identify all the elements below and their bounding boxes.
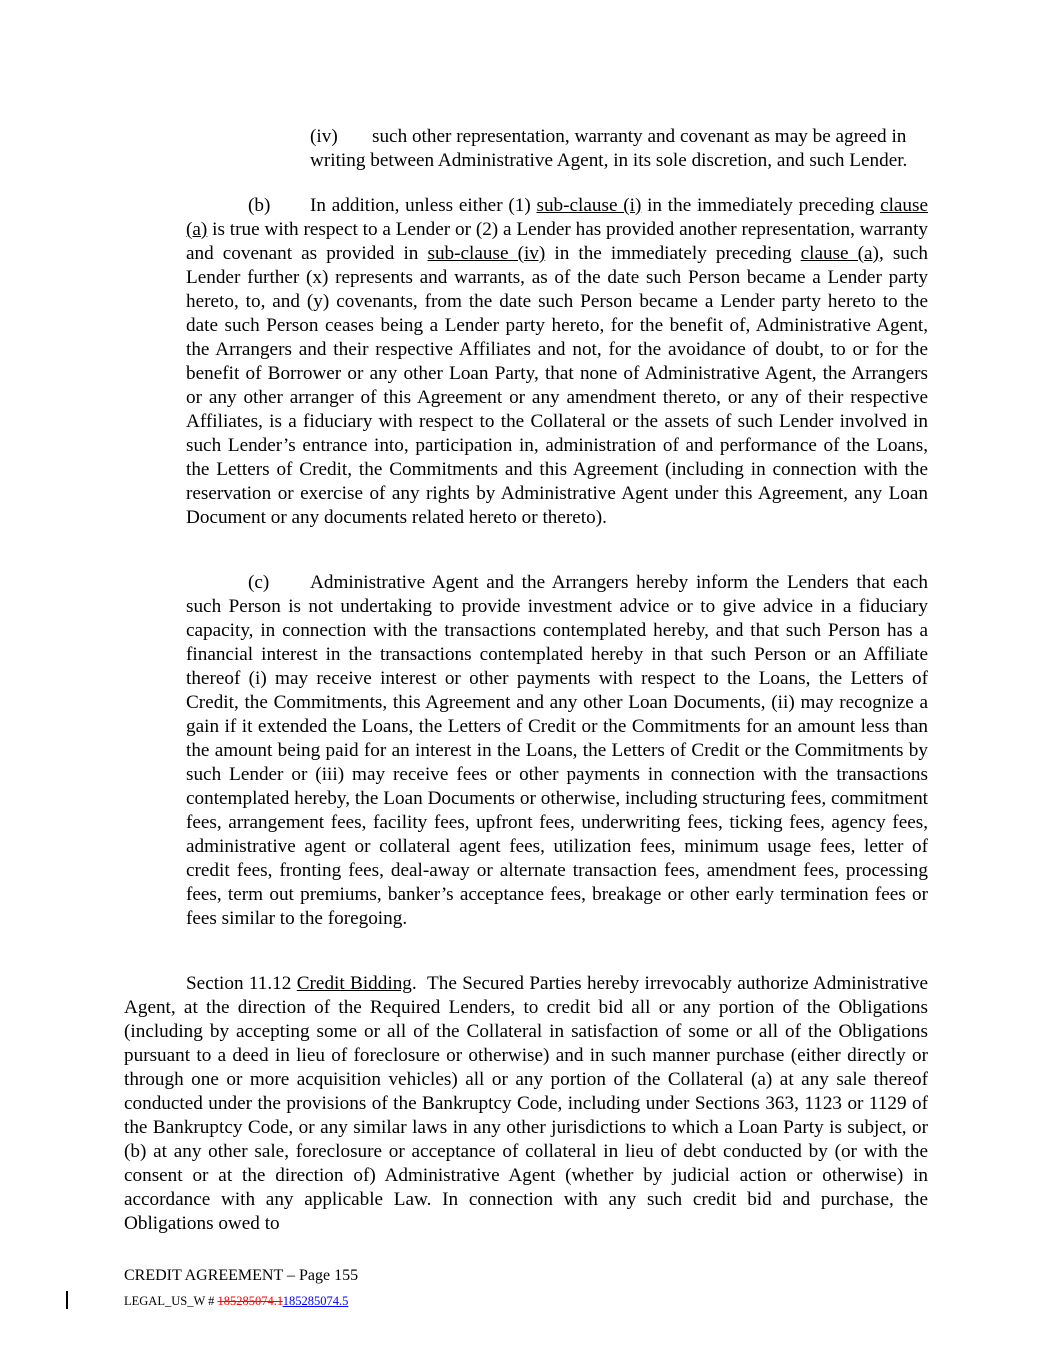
- clause-b-text-1: In addition, unless either (1): [310, 195, 537, 216]
- footer-doc-inserted-number: 185285074.5: [282, 1294, 349, 1308]
- section-heading: Credit Bidding: [296, 973, 412, 994]
- footer-document-id: [124, 1293, 348, 1309]
- clause-b-text-3: is true with respect to a Lender or (2) a Lender has provided another representation, warranty and covenant as provided in: [186, 219, 928, 264]
- footer-doc-prefix: LEGAL_US_W #: [124, 1294, 218, 1308]
- clause-iv-text: such other representation, warranty and covenant as may be agreed in writing between Administrative Agent, in its sole discretion, and such Lender.: [310, 126, 908, 171]
- section-heading-period: .: [411, 973, 417, 994]
- clause-b-text-2: in the immediately preceding: [641, 195, 881, 216]
- clause-c-paragraph: [186, 571, 928, 931]
- clause-c-label: (c): [248, 572, 270, 593]
- section-11-12-paragraph: [124, 972, 928, 1236]
- clause-b-paragraph: [186, 194, 928, 530]
- clause-iv-paragraph: [186, 125, 928, 173]
- clause-b-ref-clause-a-1: clause (a): [186, 195, 929, 240]
- clause-b-text-4: in the immediately preceding: [545, 243, 801, 264]
- clause-b-ref-clause-a-2: clause (a): [800, 243, 879, 264]
- clause-iv-label: (iv): [310, 126, 338, 147]
- section-text: The Secured Parties hereby irrevocably authorize Administrative Agent, at the direction of the Required Lenders, to credit bid all or any portion of the Obligations (including by accepting some or all of the Collateral in satisfaction of some or all of the Obligations pursuant to a deed in lieu of foreclosure or otherwise) and in such manner purchase (either directly or through one or more acquisition vehicles) all or any portion of the Collateral (a) at any sale thereof conducted under the provisions of the Bankruptcy Code, including under Sections 363, 1123 or 1129 of the Bankruptcy Code, or any similar laws in any other jurisdictions to which a Loan Party is subject, or (b) at any other sale, foreclosure or acceptance of collateral in lieu of debt conducted by (or with the consent or at the direction of) Administrative Agent (whether by judicial action or otherwise) in accordance with any applicable Law. In connection with any such credit bid and purchase, the Obligations owed to: [124, 973, 929, 1234]
- clause-b-text-5: , such Lender further (x) represents and warrants, as of the date such Person became a Lender party hereto, to, and (y) covenants, from the date such Person became a Lender party hereto to the date such Person ceases being a Lender party hereto, for the benefit of, Administrative Agent, the Arrangers and their respective Affiliates and not, for the avoidance of doubt, to or for the benefit of Borrower or any other Loan Party, that none of Administrative Agent, the Arrangers or any other arranger of this Agreement or any amendment thereto, or any of their respective Affiliates, is a fiduciary with respect to the Collateral or the assets of such Lender involved in such Lender’s entrance into, participation in, administration of and performance of the Loans, the Letters of Credit, the Commitments and this Agreement (including in connection with the reservation or exercise of any rights by Administrative Agent under this Agreement, any Loan Document or any documents related hereto or thereto).: [186, 243, 929, 528]
- section-number: Section 11.12: [186, 973, 292, 994]
- footer-doc-deleted-number: 185285074.1: [217, 1294, 283, 1308]
- footer-page-title: CREDIT AGREEMENT – Page 155: [124, 1267, 359, 1284]
- clause-b-label: (b): [248, 195, 271, 216]
- clause-b-ref-subclause-i: sub-clause (i): [536, 195, 642, 216]
- clause-b-ref-subclause-iv: sub-clause (iv): [427, 243, 546, 264]
- revision-change-bar: [66, 1291, 68, 1309]
- clause-c-text: Administrative Agent and the Arrangers hereby inform the Lenders that each such Person is not undertaking to provide investment advice or to give advice in a fiduciary capacity, in connection with the transactions contemplated hereby, and that such Person has a financial interest in the transactions contemplated hereby in that such Person or an Affiliate thereof (i) may receive interest or other payments with respect to the Loans, the Letters of Credit, the Commitments, this Agreement and any other Loan Documents, (ii) may recognize a gain if it extended the Loans, the Letters of Credit or the Commitments for an amount less than the amount being paid for an interest in the Loans, the Letters of Credit or the Commitments by such Lender or (iii) may receive fees or other payments in connection with the transactions contemplated hereby, the Loan Documents or otherwise, including structuring fees, commitment fees, arrangement fees, facility fees, upfront fees, underwriting fees, ticking fees, agency fees, administrative agent or collateral agent fees, utilization fees, minimum usage fees, letter of credit fees, fronting fees, deal-away or alternate transaction fees, amendment fees, processing fees, term out premiums, banker’s acceptance fees, breakage or other early termination fees or fees similar to the foregoing.: [186, 572, 928, 929]
